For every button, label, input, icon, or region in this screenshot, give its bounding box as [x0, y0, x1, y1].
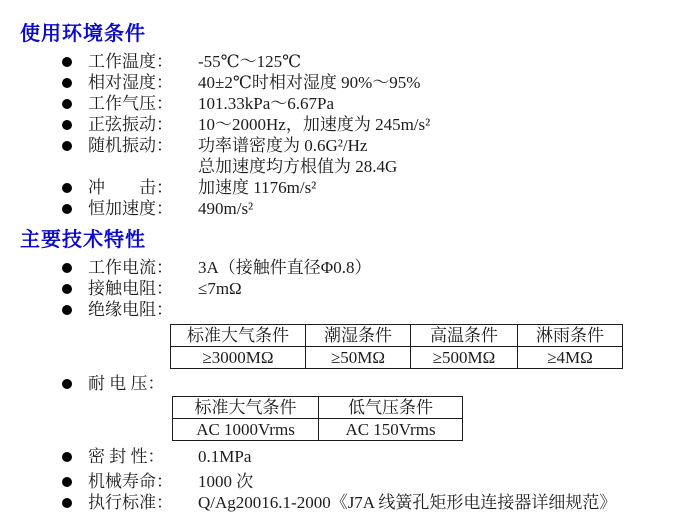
spec-row-sine-vibration [0, 114, 700, 135]
table-header-row [173, 397, 463, 419]
table-header-cell: 高温条件 [411, 325, 518, 347]
bullet-icon [62, 498, 72, 508]
spec-label: 正弦振动： [88, 115, 173, 134]
table-header-cell: 标准大气条件 [173, 397, 319, 419]
spec-row-random-vibration [0, 135, 700, 156]
spec-row-relative-humidity [0, 72, 700, 93]
spec-row-operating-temperature [0, 51, 700, 72]
table-header-cell: 低气压条件 [319, 397, 463, 419]
bullet-icon [62, 379, 72, 389]
bullet-icon [62, 477, 72, 487]
spec-row-insulation-resistance [0, 299, 700, 320]
spec-label: 冲 击： [88, 178, 173, 197]
spec-label: 机械寿命： [88, 472, 173, 491]
bullet-icon [62, 57, 72, 67]
spec-label: 工作温度： [88, 52, 173, 71]
bullet-icon [62, 284, 72, 294]
section-heading-technical: 主要技术特性 [20, 229, 146, 251]
table-header-row [171, 325, 623, 347]
spec-value: ≤7mΩ [198, 279, 242, 298]
bullet-icon [62, 204, 72, 214]
table-header-cell: 标准大气条件 [171, 325, 306, 347]
spec-label: 绝缘电阻： [88, 300, 173, 319]
spec-value: 40±2℃时相对湿度 90%～95% [198, 73, 421, 92]
spec-row-withstand-voltage [0, 373, 700, 394]
spec-value: Q/Ag20016.1-2000《J7A 线簧孔矩形电连接器详细规范》 [198, 493, 617, 512]
table-header-cell: 淋雨条件 [518, 325, 623, 347]
spec-value: 101.33kPa～6.67Pa [198, 94, 334, 113]
bullet-icon [62, 78, 72, 88]
spec-row-sealing [0, 446, 700, 467]
spec-label: 工作气压： [88, 94, 173, 113]
bullet-icon [62, 120, 72, 130]
spec-label: 随机振动： [88, 136, 173, 155]
spec-label: 执行标准： [88, 493, 173, 512]
table-value-cell: ≥50MΩ [306, 347, 411, 369]
spec-value: 功率谱密度为 0.6G²/Hz [198, 136, 368, 155]
bullet-icon [62, 305, 72, 315]
spec-row-contact-resistance [0, 278, 700, 299]
table-value-cell: ≥500MΩ [411, 347, 518, 369]
bullet-icon [62, 183, 72, 193]
insulation-resistance-table [170, 324, 623, 369]
bullet-icon [62, 263, 72, 273]
spec-value: 10～2000Hz，加速度为 245m/s² [198, 115, 431, 134]
withstand-voltage-table [172, 396, 463, 441]
spec-label: 相对湿度： [88, 73, 173, 92]
spec-row-operating-pressure [0, 93, 700, 114]
table-value-cell: AC 1000Vrms [173, 419, 319, 441]
section-heading-environment: 使用环境条件 [20, 23, 146, 45]
table-value-cell: AC 150Vrms [319, 419, 463, 441]
spec-value: 1000 次 [198, 472, 254, 491]
spec-row-applicable-standard [0, 492, 700, 513]
bullet-icon [62, 141, 72, 151]
spec-value: 0.1MPa [198, 447, 252, 466]
spec-label: 工作电流： [88, 258, 173, 277]
spec-value: 3A（接触件直径Φ0.8） [198, 258, 372, 277]
spec-label: 耐 电 压： [88, 374, 165, 393]
spec-value-continuation: 总加速度均方根值为 28.4G [198, 157, 398, 176]
spec-row-random-vibration-cont [0, 156, 700, 177]
spec-row-mechanical-life [0, 471, 700, 492]
spec-value: -55℃～125℃ [198, 52, 302, 71]
spec-label: 密 封 性： [88, 447, 165, 466]
spec-value: 加速度 1176m/s² [198, 178, 317, 197]
table-header-cell: 潮湿条件 [306, 325, 411, 347]
table-value-cell: ≥3000MΩ [171, 347, 306, 369]
bullet-icon [62, 452, 72, 462]
table-value-cell: ≥4MΩ [518, 347, 623, 369]
table-value-row [171, 347, 623, 369]
table-value-row [173, 419, 463, 441]
bullet-icon [62, 99, 72, 109]
spec-row-working-current [0, 257, 700, 278]
spec-label: 恒加速度： [88, 199, 173, 218]
spec-value: 490m/s² [198, 199, 254, 218]
spec-row-shock [0, 177, 700, 198]
spec-label: 接触电阻： [88, 279, 173, 298]
spec-row-constant-acceleration [0, 198, 700, 219]
